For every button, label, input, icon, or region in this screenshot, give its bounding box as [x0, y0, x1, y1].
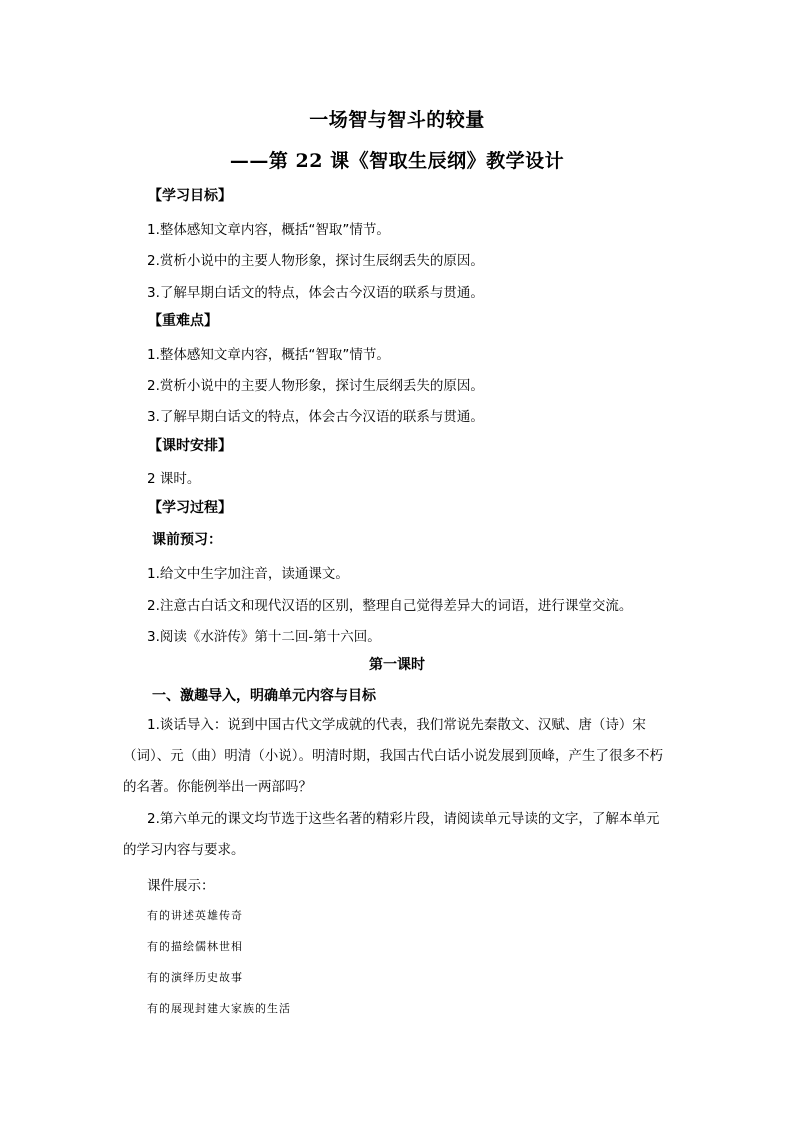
intro-paragraph-wrapper: [123, 710, 663, 803]
preview-item: 3.阅读《水浒传》第十二回-第十六回。: [147, 629, 381, 645]
key-point-item: 1.整体感知文章内容，概括“智取”情节。: [147, 347, 390, 363]
courseware-item: 有的演绎历史故事: [147, 971, 243, 984]
document-title: 一场智与智斗的较量: [309, 109, 485, 131]
unit-paragraph: 2.第六单元的课文均节选于这些名著的精彩片段，请阅读单元导读的文字，了解本单元的学习内容与要求。: [123, 811, 660, 858]
document-subtitle: ——第 22 课《智取生辰纲》教学设计: [229, 150, 565, 172]
objective-item: 2.赏析小说中的主要人物形象，探讨生辰纲丢失的原因。: [147, 253, 484, 269]
objective-item: 3.了解早期白话文的特点，体会古今汉语的联系与贯通。: [147, 285, 484, 301]
lesson-heading: 第一课时: [369, 657, 425, 673]
courseware-label: 课件展示：: [147, 878, 215, 894]
intro-paragraph: 1.谈话导入：说到中国古代文学成就的代表，我们常说先秦散文、汉赋、唐（诗）宋（词）、元（曲）明清（小说）。明清时期，我国古代白话小说发展到顶峰，产生了很多不朽的名著。你能例举出一两部吗？: [123, 717, 663, 795]
preview-item: 1.给文中生字加注音，读通课文。: [147, 566, 349, 582]
courseware-item: 有的描绘儒林世相: [147, 940, 243, 953]
objectives-heading: 【学习目标】: [148, 188, 232, 204]
schedule-heading: 【课时安排】: [148, 438, 232, 454]
unit-paragraph-wrapper: [123, 804, 663, 866]
preview-heading: 课前预习：: [152, 532, 222, 548]
section-heading: 一、激趣导入，明确单元内容与目标: [152, 688, 376, 704]
courseware-item: 有的展现封建大家族的生活: [147, 1002, 291, 1015]
preview-item: 2.注意古白话文和现代汉语的区别，整理自己觉得差异大的词语，进行课堂交流。: [147, 598, 633, 614]
courseware-item: 有的讲述英雄传奇: [147, 909, 243, 922]
key-points-heading: 【重难点】: [148, 313, 218, 329]
key-point-item: 2.赏析小说中的主要人物形象，探讨生辰纲丢失的原因。: [147, 378, 484, 394]
schedule-text: 2 课时。: [147, 471, 201, 487]
key-point-item: 3.了解早期白话文的特点，体会古今汉语的联系与贯通。: [147, 409, 484, 425]
process-heading: 【学习过程】: [148, 500, 232, 516]
objective-item: 1.整体感知文章内容，概括“智取”情节。: [147, 222, 390, 238]
